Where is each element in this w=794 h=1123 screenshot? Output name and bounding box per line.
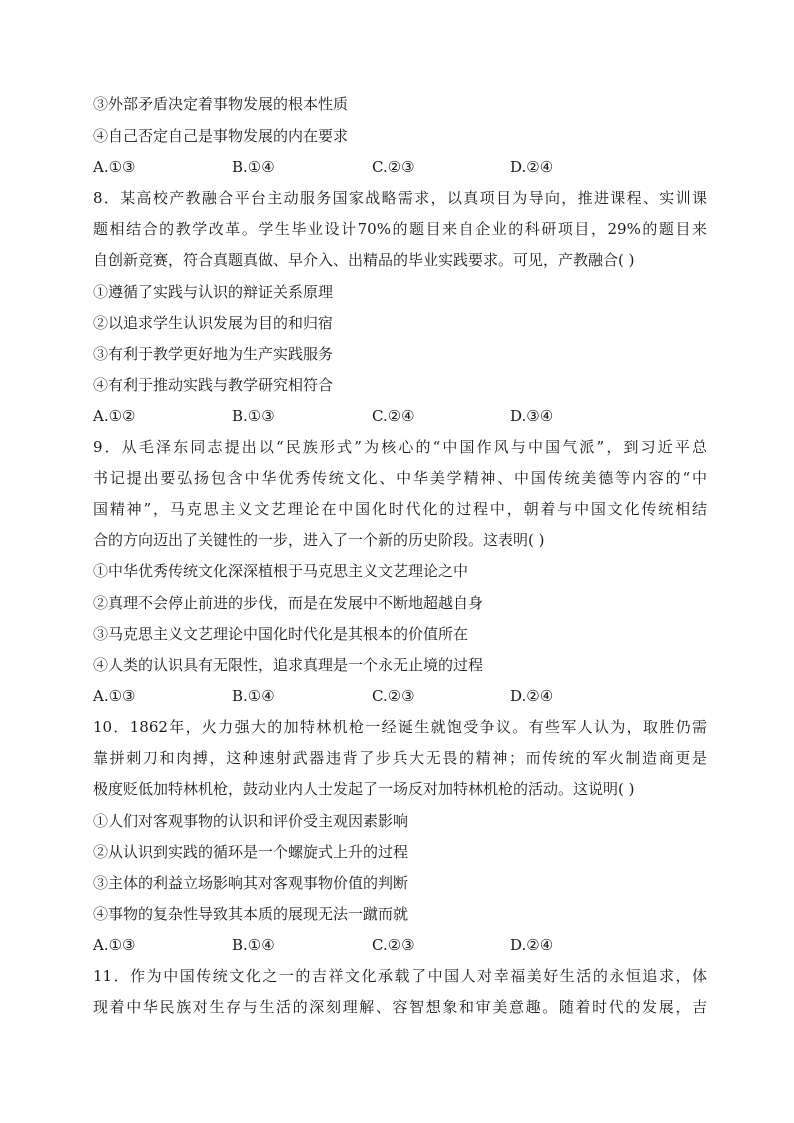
- q9-option-a: A.①③: [93, 687, 136, 705]
- q8-statement-3: ③有利于教学更好地为生产实践服务: [93, 345, 334, 363]
- q10-statement-4: ④事物的复杂性导致其本质的展现无法一蹴而就: [93, 905, 409, 923]
- q10-stem-line-2: 靠拼刺刀和肉搏，这种速射武器违背了步兵大无畏的精神；而传统的军火制造商更是: [93, 749, 707, 767]
- q8-stem-line-2: 题相结合的教学改革。学生毕业设计70%的题目来自企业的科研项目，29%的题目来: [93, 220, 707, 238]
- q10-statement-3: ③主体的利益立场影响其对客观事物价值的判断: [93, 874, 409, 892]
- q8-option-c: C.②④: [372, 407, 415, 425]
- q8-option-b: B.①③: [232, 407, 275, 425]
- q9-statement-2: ②真理不会停止前进的步伐，而是在发展中不断地超越自身: [93, 594, 484, 612]
- q8-option-d: D.③④: [510, 407, 554, 425]
- q9-option-d: D.②④: [510, 687, 554, 705]
- q8-statement-1: ①遵循了实践与认识的辩证关系原理: [93, 283, 334, 301]
- q8-statement-4: ④有利于推动实践与教学研究相符合: [93, 376, 334, 394]
- q7-option-b: B.①④: [232, 158, 275, 176]
- q9-statement-4: ④人类的认识具有无限性，追求真理是一个永无止境的过程: [93, 656, 484, 674]
- q11-stem-line-2: 现着中华民族对生存与生活的深刻理解、容智想象和审美意趣。随着时代的发展，吉: [93, 998, 707, 1016]
- q7-statement-4: ④自己否定自己是事物发展的内在要求: [93, 127, 349, 145]
- q10-stem-line-3: 极度贬低加特林机枪，鼓动业内人士发起了一场反对加特林机枪的活动。这说明( ): [93, 780, 635, 798]
- q10-statement-1: ①人们对客观事物的认识和评价受主观因素影响: [93, 812, 409, 830]
- q8-statement-2: ②以追求学生认识发展为目的和归宿: [93, 314, 334, 332]
- q8-stem-line-3: 自创新竞赛，符合真题真做、早介入、出精品的毕业实践要求。可见，产教融合( ): [93, 251, 635, 269]
- q9-option-c: C.②③: [372, 687, 415, 705]
- q10-statement-2: ②从认识到实践的循环是一个螺旋式上升的过程: [93, 843, 409, 861]
- q9-stem-line-4: 合的方向迈出了关键性的一步，进入了一个新的历史阶段。这表明( ): [93, 531, 545, 549]
- q7-option-a: A.①③: [93, 158, 136, 176]
- q8-stem-line-1: 8．某高校产教融合平台主动服务国家战略需求，以真项目为导向，推进课程、实训课: [93, 189, 707, 207]
- q9-stem-line-3: 国精神”，马克思主义文艺理论在中国化时代化的过程中，朝着与中国文化传统相结: [93, 500, 707, 518]
- q9-statement-3: ③马克思主义文艺理论中国化时代化是其根本的价值所在: [93, 625, 469, 643]
- q11-stem-line-1: 11．作为中国传统文化之一的吉祥文化承载了中国人对幸福美好生活的永恒追求，体: [93, 967, 707, 985]
- q10-option-c: C.②③: [372, 936, 415, 954]
- q10-option-a: A.①③: [93, 936, 136, 954]
- q7-option-c: C.②③: [372, 158, 415, 176]
- q9-statement-1: ①中华优秀传统文化深深植根于马克思主义文艺理论之中: [93, 562, 469, 580]
- q10-stem-line-1: 10．1862年，火力强大的加特林机枪一经诞生就饱受争议。有些军人认为，取胜仍需: [93, 718, 707, 736]
- q10-option-b: B.①④: [232, 936, 275, 954]
- q9-option-b: B.①④: [232, 687, 275, 705]
- q7-option-d: D.②④: [510, 158, 554, 176]
- q9-stem-line-2: 书记提出要弘扬包含中华优秀传统文化、中华美学精神、中国传统美德等内容的“中: [93, 469, 707, 487]
- q9-stem-line-1: 9．从毛泽东同志提出以“民族形式”为核心的“中国作风与中国气派”，到习近平总: [93, 438, 707, 456]
- q8-option-a: A.①②: [93, 407, 136, 425]
- q7-statement-3: ③外部矛盾决定着事物发展的根本性质: [93, 95, 349, 113]
- q10-option-d: D.②④: [510, 936, 554, 954]
